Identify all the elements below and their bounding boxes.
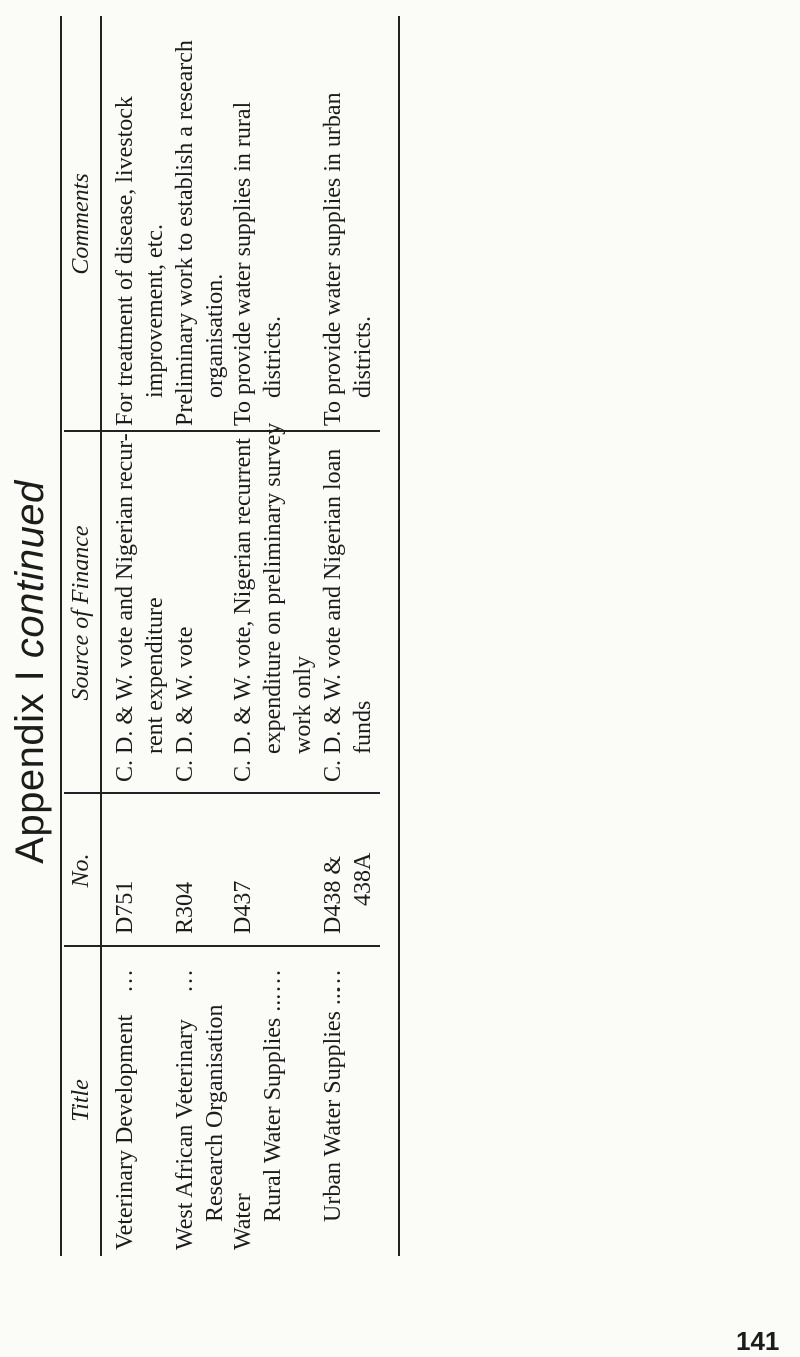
header-no: No.	[68, 853, 94, 888]
table-header-rule	[100, 16, 102, 1256]
row-dots: ...	[112, 968, 138, 992]
source-line: funds	[350, 700, 376, 754]
comments-line: For treatment of disease, livestock	[112, 96, 138, 426]
source-line: C. D. & W. vote	[172, 626, 198, 782]
title-line: West African Veterinary	[172, 1019, 198, 1250]
source-line: rent expenditure	[142, 597, 168, 754]
title-line: Research Organisation	[202, 1004, 228, 1222]
source-line: expenditure on preliminary survey	[260, 422, 286, 754]
row-comments	[318, 92, 378, 426]
row-dots: ...	[172, 968, 198, 992]
page-number: 141	[736, 1326, 780, 1356]
row-number	[228, 881, 258, 934]
row-source	[170, 627, 200, 782]
source-line: work only	[290, 656, 316, 754]
column-divider-source-comments	[64, 430, 380, 432]
number-line: D437	[230, 880, 256, 934]
row-title	[228, 994, 288, 1250]
row-source	[110, 433, 170, 782]
row-dots: ...	[260, 968, 286, 992]
column-divider-title-no	[64, 945, 380, 947]
row-number	[170, 882, 200, 934]
comments-line: organisation.	[202, 273, 228, 398]
page-heading	[8, 0, 53, 1344]
comments-line: To provide water supplies in rural	[230, 101, 256, 426]
number-line: R304	[172, 881, 198, 934]
row-dots: ...	[320, 968, 346, 992]
column-divider-no-source	[64, 792, 380, 794]
row-source	[318, 449, 378, 782]
source-line: C. D. & W. vote and Nigerian recur-	[112, 433, 138, 782]
row-comments	[110, 96, 170, 426]
header-comments: Comments	[68, 173, 94, 275]
row-title	[110, 1015, 140, 1250]
row-comments	[228, 102, 288, 426]
row-title	[170, 1005, 230, 1251]
header-source: Source of Finance	[68, 525, 94, 701]
table-bottom-rule	[398, 16, 400, 1256]
title-line: Veterinary Development	[112, 1014, 138, 1250]
row-source	[228, 423, 318, 782]
header-title: Title	[68, 1079, 94, 1122]
number-line: 438A	[350, 852, 376, 906]
heading-continued: continued	[8, 480, 52, 659]
row-number	[110, 881, 140, 934]
title-line: Rural Water Supplies ...	[260, 993, 286, 1222]
title-line: Urban Water Supplies ...	[320, 987, 346, 1222]
comments-line: improvement, etc.	[142, 224, 168, 398]
row-comments	[170, 40, 230, 426]
number-line: D438 &	[320, 856, 346, 934]
row-title	[318, 987, 348, 1222]
table-top-rule	[60, 16, 62, 1256]
comments-line: districts.	[350, 316, 376, 398]
source-line: C. D. & W. vote and Nigerian loan	[320, 448, 346, 782]
comments-line: To provide water supplies in urban	[320, 92, 346, 426]
comments-line: Preliminary work to establish a research	[172, 40, 198, 426]
group-label: Water	[230, 1193, 256, 1250]
row-number	[318, 853, 378, 934]
number-line: D751	[112, 880, 138, 934]
source-line: C. D. & W. vote, Nigerian recurrent	[230, 438, 256, 782]
comments-line: districts.	[260, 316, 286, 398]
heading-main: Appendix I	[8, 669, 52, 864]
